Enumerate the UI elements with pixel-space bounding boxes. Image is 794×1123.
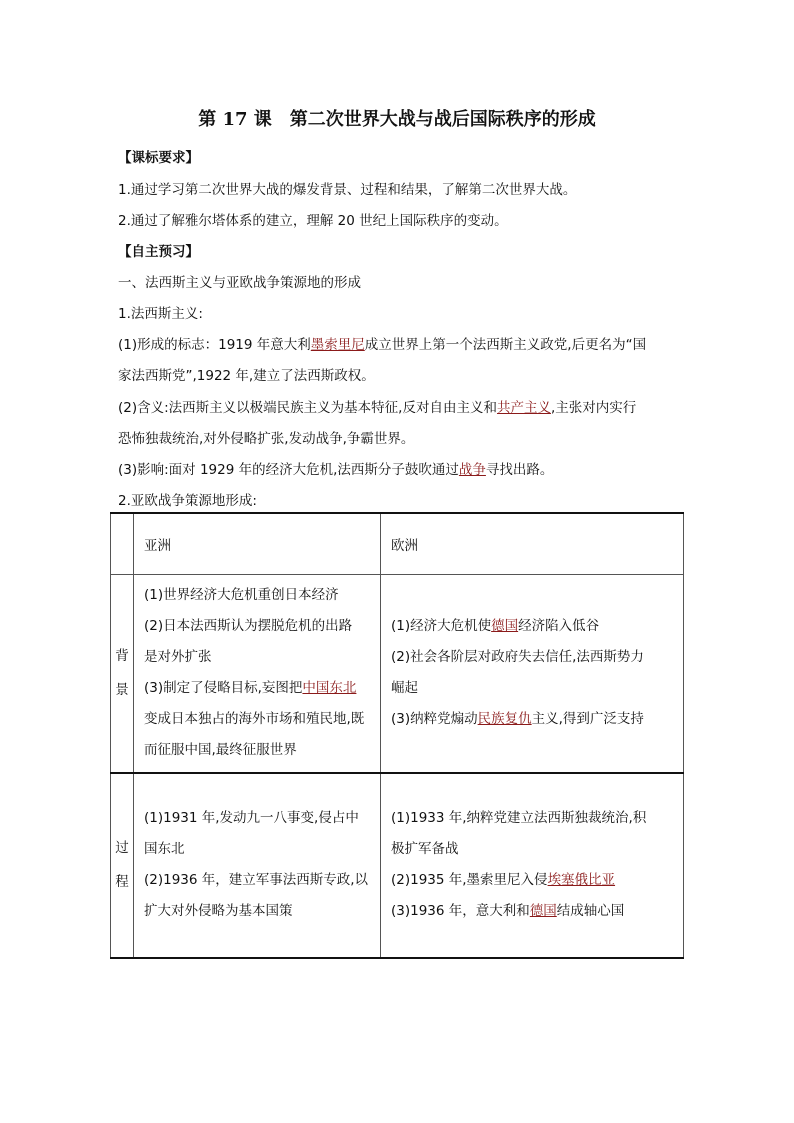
- column-header-europe: 欧洲: [381, 513, 684, 575]
- requirements-heading: 【课标要求】: [118, 150, 199, 166]
- fascism-origin-line: (1)形成的标志：1919 年意大利墨索里尼成立世界上第一个法西斯主义政党,后更名为“国: [118, 337, 647, 353]
- column-header-asia: 亚洲: [134, 513, 381, 575]
- fascism-meaning-line-2: 恐怖独裁统治,对外侵略扩张,发动战争,争霸世界。: [118, 431, 415, 447]
- row-label-background: 背 景: [111, 575, 134, 773]
- asia-background-cell: (1)世界经济大危机重创日本经济 (2)日本法西斯认为摆脱危机的出路 是对外扩张 (3)制定了侵略目标,妄图把中国东北 变成日本独占的海外市场和殖民地,既 而征服中国,最终征服世界: [134, 575, 381, 773]
- row-label-process: 过 程: [111, 773, 134, 959]
- highlight-northeast-china: 中国东北: [302, 680, 357, 697]
- requirement-1: 1.通过学习第二次世界大战的爆发背景、过程和结果，了解第二次世界大战。: [118, 182, 577, 198]
- war-origins-table: [110, 512, 684, 959]
- table-row-process: [111, 773, 684, 959]
- fascism-heading: 1.法西斯主义:: [118, 306, 203, 322]
- highlight-war: 战争: [458, 462, 486, 478]
- europe-process-cell: (1)1933 年,纳粹党建立法西斯独裁统治,积 极扩军备战 (2)1935 年,墨索里尼入侵埃塞俄比亚 (3)1936 年，意大利和德国结成轴心国: [381, 773, 684, 959]
- table-row-background: [111, 575, 684, 773]
- highlight-germany-axis: 德国: [529, 903, 557, 920]
- highlight-ethiopia: 埃塞俄比亚: [547, 872, 616, 889]
- fascism-impact-line: (3)影响:面对 1929 年的经济大危机,法西斯分子鼓吹通过战争寻找出路。: [118, 462, 554, 478]
- part-1-heading: 一、法西斯主义与亚欧战争策源地的形成: [118, 275, 361, 291]
- preview-heading: 【自主预习】: [118, 244, 199, 260]
- table-corner-cell: [111, 513, 134, 575]
- highlight-germany: 德国: [491, 618, 519, 635]
- highlight-mussolini: 墨索里尼: [310, 337, 365, 353]
- asia-process-cell: (1)1931 年,发动九一八事变,侵占中 国东北 (2)1936 年，建立军事法西斯专政,以 扩大对外侵略为基本国策: [134, 773, 381, 959]
- fascism-meaning-line: (2)含义:法西斯主义以极端民族主义为基本特征,反对自由主义和共产主义,主张对内实行: [118, 400, 637, 416]
- page-title: 第 17 课 第二次世界大战与战后国际秩序的形成: [198, 109, 596, 130]
- highlight-communism: 共产主义: [496, 400, 551, 416]
- fascism-origin-line-2: 家法西斯党”,1922 年,建立了法西斯政权。: [118, 368, 375, 384]
- war-origins-heading: 2.亚欧战争策源地形成:: [118, 493, 257, 509]
- requirement-2: 2.通过了解雅尔塔体系的建立，理解 20 世纪上国际秩序的变动。: [118, 213, 508, 229]
- highlight-national-revenge: 民族复仇: [477, 711, 532, 728]
- table-header-row: [111, 513, 684, 575]
- europe-background-cell: (1)经济大危机使德国经济陷入低谷 (2)社会各阶层对政府失去信任,法西斯势力 崛起 (3)纳粹党煽动民族复仇主义,得到广泛支持: [381, 575, 684, 773]
